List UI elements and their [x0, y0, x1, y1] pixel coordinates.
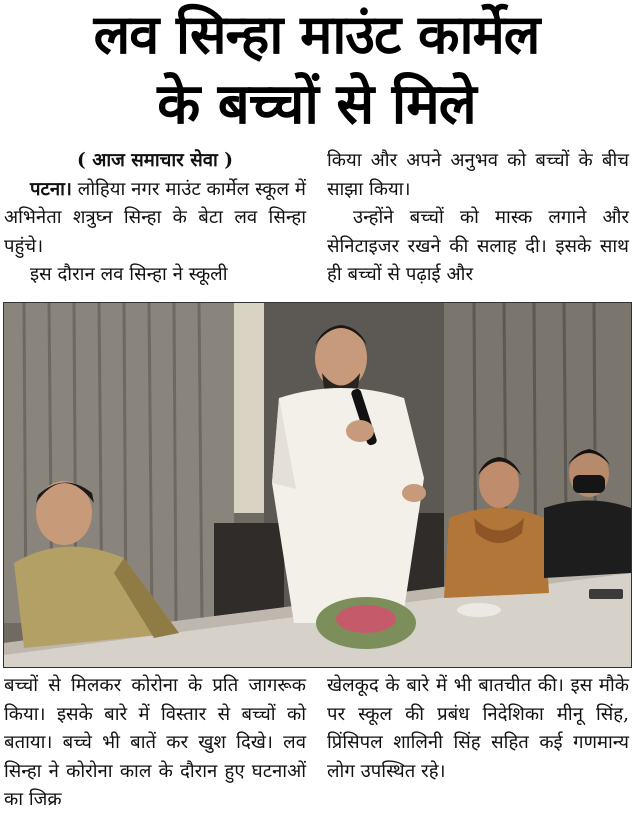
article-column-left-top — [4, 147, 306, 290]
dateline: पटना। — [30, 178, 72, 200]
headline-line-2: के बच्चों से मिले — [157, 72, 476, 137]
article-column-left-bottom — [4, 672, 306, 815]
article-column-right-top — [327, 147, 629, 290]
article-paragraph: खेलकूद के बारे में भी बातचीत की। इस मौके पर स्कूल की प्रबंध निदेशिका मीनू सिंह, प्रिंसिपल शालिनी सिंह सहित कई गणमान्य लोग उपस्थित रहे। — [327, 675, 629, 782]
news-source: ( आज समाचार सेवा ) — [77, 150, 233, 171]
event-photo — [3, 302, 632, 668]
photo-illustration — [4, 303, 631, 667]
article-paragraph — [4, 176, 306, 262]
headline-line-1: लव सिन्हा माउंट कार्मेल — [93, 3, 540, 66]
article-paragraph: उन्होंने बच्चों को मास्क लगाने और सेनिटाइजर रखने की सलाह दी। इसके साथ ही बच्चों से पढ़ाई और — [327, 207, 629, 285]
article-column-right-bottom — [327, 672, 629, 786]
article-text: लोहिया नगर माउंट कार्मेल स्कूल में अभिनेता शत्रुघ्न सिन्हा के बेटा लव सिन्हा पहुंचे। — [4, 178, 306, 257]
article-paragraph: इस दौरान लव सिन्हा ने स्कूली — [30, 264, 228, 285]
article-paragraph: बच्चों से मिलकर कोरोना के प्रति जागरूक किया। इसके बारे में विस्तार से बच्चों को बताया। बच्चे भी बातें कर खुश दिखे। लव सिन्हा ने कोरोना काल के दौरान हुए घटनाओं का जिक्र — [4, 675, 306, 810]
article-paragraph: किया और अपने अनुभव को बच्चों के बीच साझा किया। — [327, 150, 629, 200]
